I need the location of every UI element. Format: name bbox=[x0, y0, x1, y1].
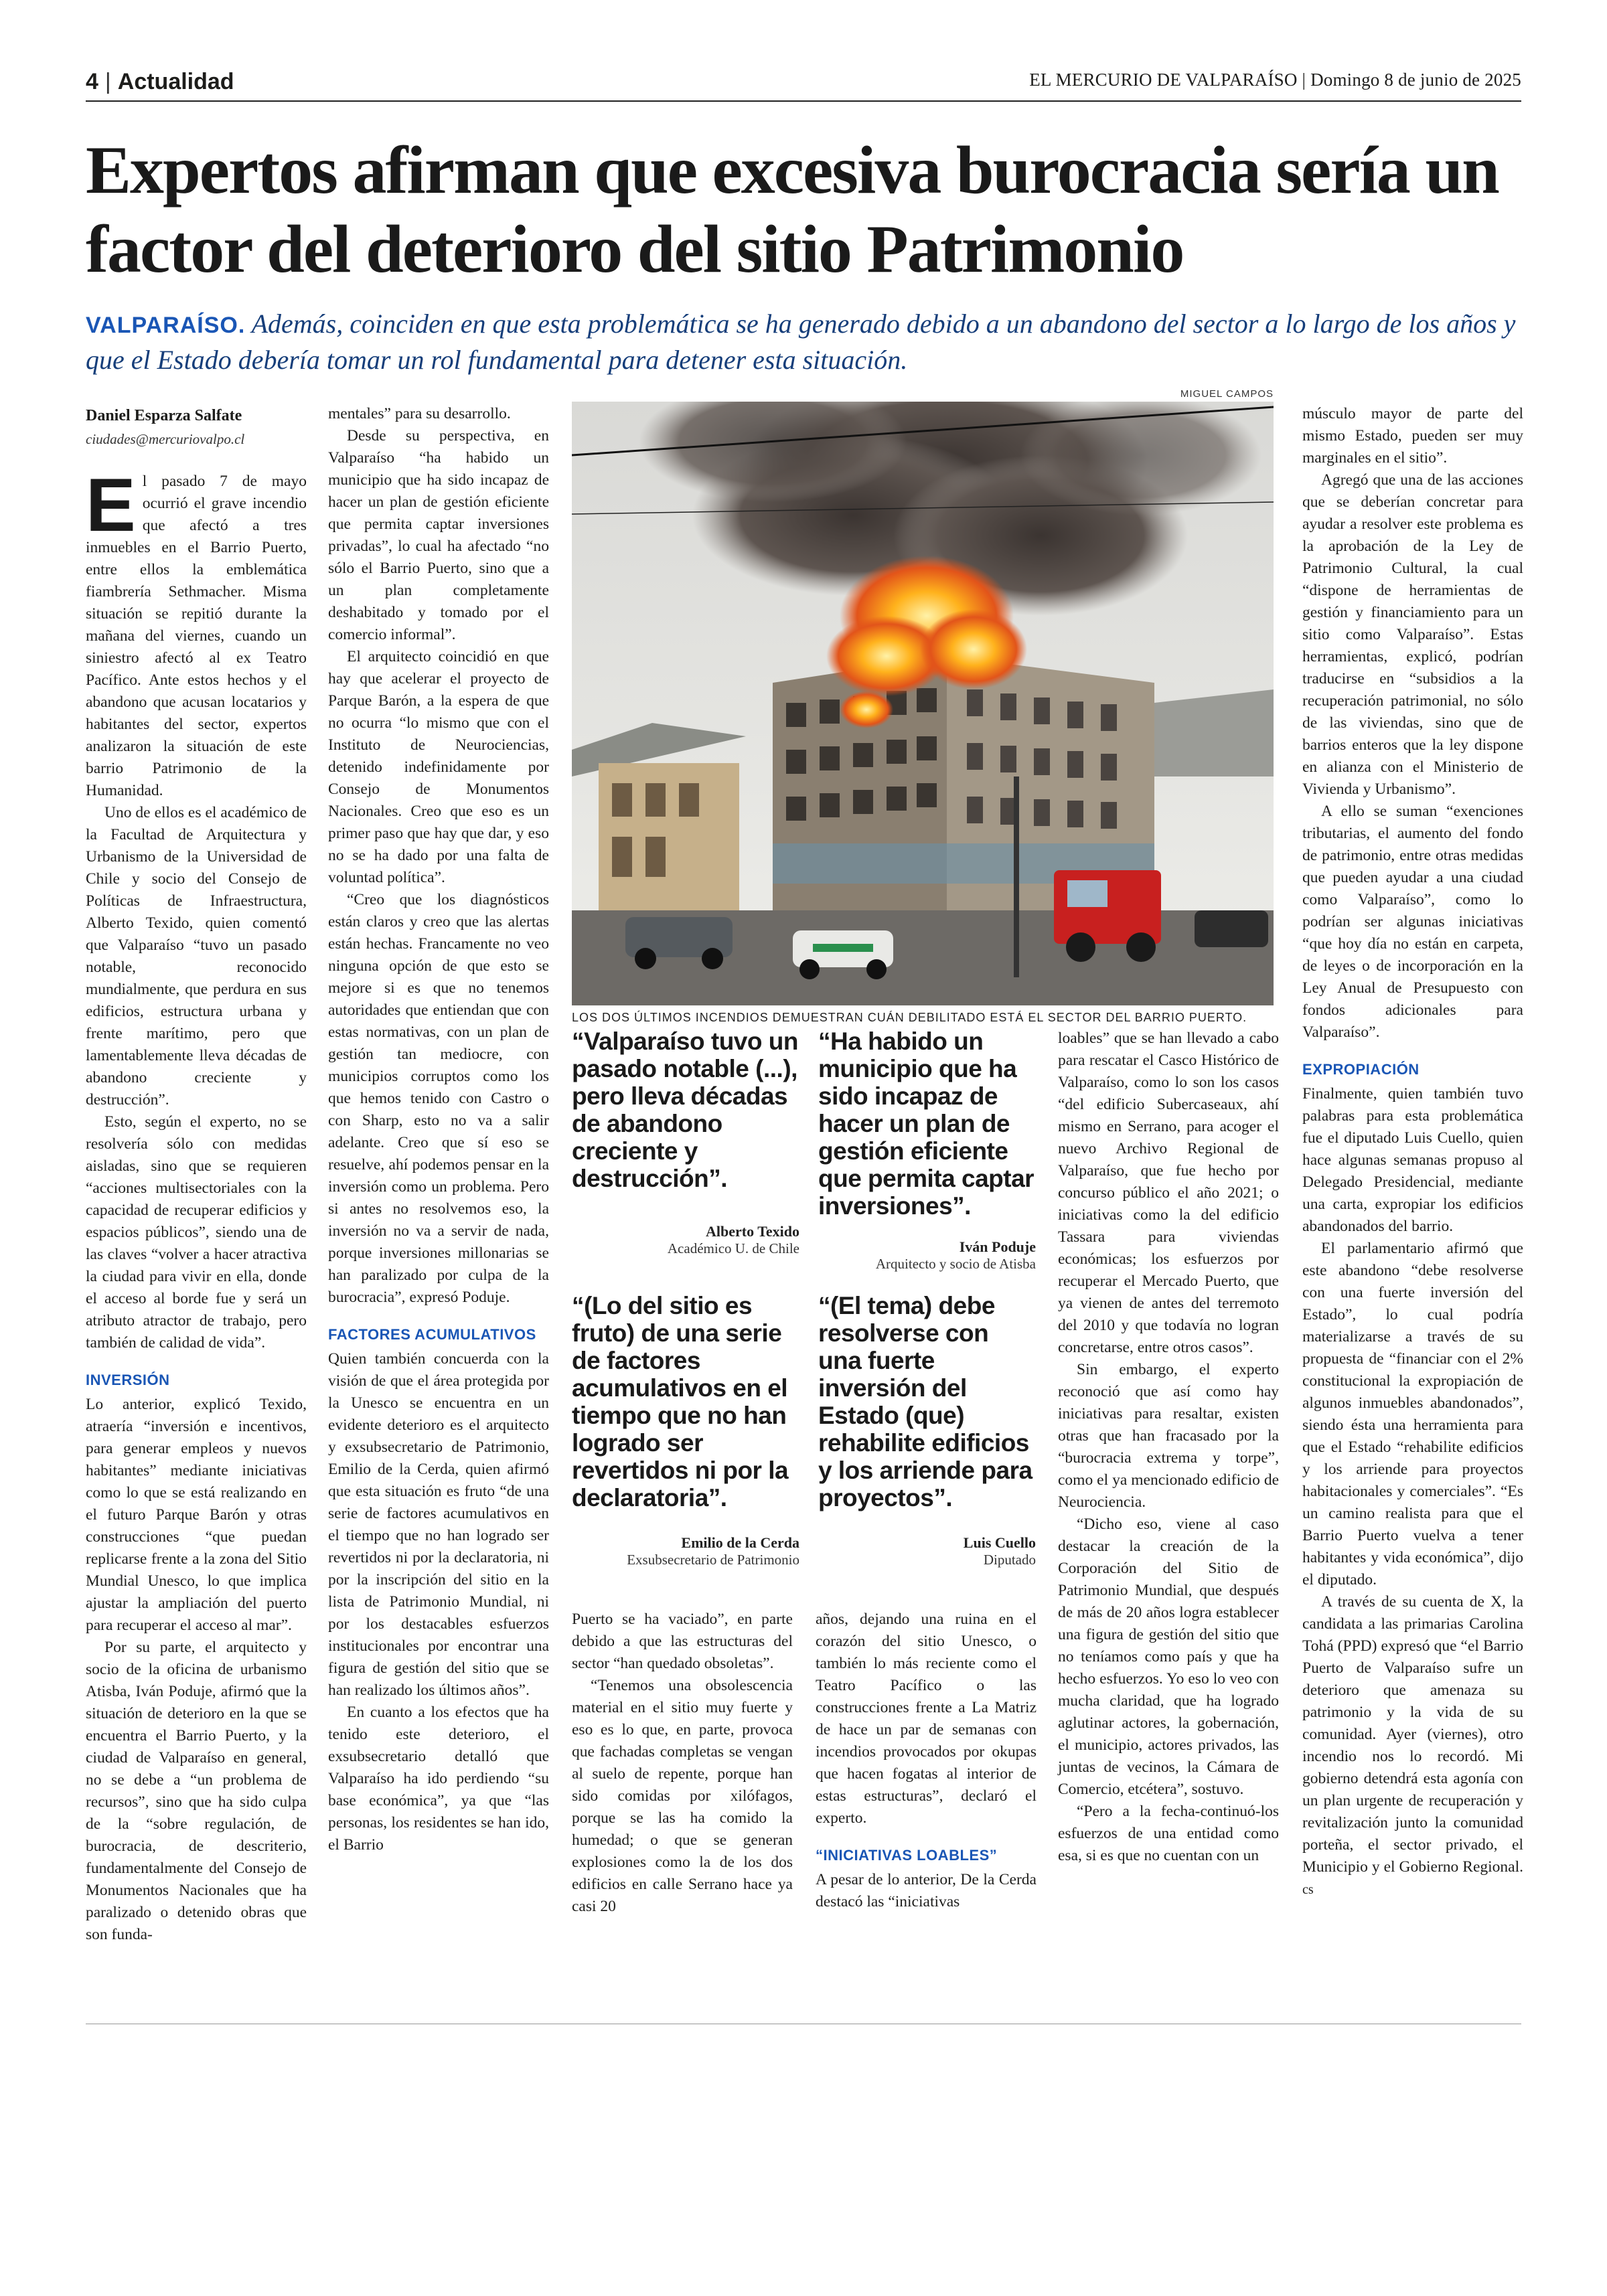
quote-role: Diputado bbox=[983, 1552, 1036, 1568]
quote-author: Alberto Texido bbox=[706, 1223, 799, 1240]
paragraph: músculo mayor de parte del mismo Estado, pueden ser muy marginales en el sitio”. bbox=[1302, 405, 1523, 467]
paragraph-text: A través de su cuenta de X, la candidata a las primarias Carolina Tohá (PPD) expresó que “el Barrio Puerto de Valparaíso sufre un deterioro que amenaza su patrimonio y la vida de su comunidad. Ayer (viernes), otro incendio nos lo recordó. Mi gobierno detendrá esta agonía con un plan urgente de recuperación y revitalización junto la comunidad porteña, el sector privado, el Municipio y el Gobierno Regional. bbox=[1302, 1593, 1523, 1876]
quote-author: Iván Poduje bbox=[959, 1238, 1036, 1255]
paragraph: mentales” para su desarrollo. bbox=[328, 405, 511, 422]
header-separator: | bbox=[104, 68, 111, 94]
paragraph: Finalmente, quien también tuvo palabras para esta problemática fue el diputado Luis Cuello, quien hace algunas semanas propuso al Delegado Presidencial, mediante una carta, expropiar los edificios abandonados del barrio. bbox=[1302, 1085, 1523, 1235]
publication-date: Domingo 8 de junio de 2025 bbox=[1310, 70, 1521, 90]
headline: Expertos afirman que excesiva burocracia sería un factor del deterioro del sitio Patrimonio bbox=[86, 133, 1499, 287]
paragraph: Por su parte, el arquitecto y socio de la oficina de urbanismo Atisba, Iván Poduje, afirmó que la situación de deterioro en la que se encuentra el Barrio Puerto, y la ciudad de Valparaíso en general, no se debe a “un problema de recursos”, sino que ha sido culpa de la “sobre regulación, de burocracia, de descriterio, fundamentalmente del Consejo de Monumentos Nacionales que ha paralizado o detenido obras que son funda- bbox=[86, 1639, 307, 1943]
column-6 bbox=[1302, 403, 1523, 1901]
page-header-right bbox=[1029, 70, 1521, 90]
quote-role: Arquitecto y socio de Atisba bbox=[875, 1256, 1036, 1272]
paragraph-text: l pasado 7 de mayo ocurrió el grave incendio que afectó a tres inmuebles en el Barrio Puerto, entre ellos la emblemática fiambrería Sethmacher. Misma situación se repitió durante la mañana del viernes, cuando un siniestro afectó al ex Teatro Pacífico. Ante estos hechos y el abandono que acusan locatarios y habitantes del sector, expertos analizaron la situación de este barrio Patrimonio de la Humanidad. bbox=[86, 473, 307, 799]
paragraph: “Pero a la fecha-continuó-los esfuerzos de una entidad como esa, si es que no cuentan con un bbox=[1058, 1803, 1279, 1864]
header-separator: | bbox=[1302, 70, 1311, 90]
photo-credit: MIGUEL CAMPOS bbox=[1180, 388, 1274, 400]
deck-text: Además, coinciden en que esta problemática se ha generado debido a un abandono del sector a lo largo de los años y que el Estado debería tomar un rol fundamental para detener esta situación. bbox=[86, 309, 1516, 375]
paragraph: Desde su perspectiva, en Valparaíso “ha habido un municipio que ha sido incapaz de hacer un plan de gestión eficiente que permita captar inversiones privadas”, lo cual ha afectado “no sólo el Barrio Puerto, sino que a un plan completamente deshabitado y tomado por el comercio informal”. bbox=[328, 427, 549, 643]
deck-location: VALPARAÍSO. bbox=[86, 313, 246, 338]
paragraph: Puerto se ha vaciado”, en parte debido a que las estructuras del sector “han quedado obsoletas”. bbox=[572, 1611, 793, 1672]
photo-caption: LOS DOS ÚLTIMOS INCENDIOS DEMUESTRAN CUÁN DEBILITADO ESTÁ EL SECTOR DEL BARRIO PUERTO. bbox=[572, 1011, 1247, 1024]
drop-cap: E bbox=[86, 463, 136, 547]
paragraph: loables” que se han llevado a cabo para rescatar el Casco Histórico de Valparaíso, como lo son los casos “del edificio Subercaseaux, ahí mismo en Serrano, para acoger el nuevo Archivo Regional de Valparaíso, que fue hecho por concurso público el año 2021; o iniciativas como la del edificio Tassara para viviendas económicas; los esfuerzos por recuperar el Mercado Puerto, que ya vienen de antes del terremoto del 2010 y que todavía no logran concretarse, entre otros casos”. bbox=[1058, 1030, 1279, 1356]
quote-text: “(Lo del sitio es fruto) de una serie de factores acumulativos en el tiempo que no han logrado ser revertidos ni por la declaratoria”. bbox=[572, 1292, 789, 1511]
column-2 bbox=[328, 403, 549, 1856]
column-4 bbox=[816, 1609, 1037, 1913]
byline-author: Daniel Esparza Salfate bbox=[86, 407, 242, 424]
column-5 bbox=[1058, 1028, 1279, 1867]
paragraph: A pesar de lo anterior, De la Cerda destacó las “iniciativas bbox=[816, 1871, 1037, 1910]
paragraph: Uno de ellos es el académico de la Facultad de Arquitectura y Urbanismo de la Universidad de Chile y socio del Consejo de Políticas de Infraestructura, Alberto Texido, quien comentó que Valparaíso “tuvo un pasado notable, reconocido mundialmente, que perdura en sus edificios, estructura urbana y frente marítimo, pero que lamentablemente lleva décadas de abandono creciente y destrucción”. bbox=[86, 804, 307, 1109]
section-name: Actualidad bbox=[117, 68, 234, 94]
paragraph: Sin embargo, el experto reconoció que así como hay iniciativas para resaltar, existen otras que han fracasado por la “burocracia extrema y torpe”, como el ya mencionado edificio de Neurociencia. bbox=[1058, 1361, 1279, 1511]
header-rule bbox=[86, 100, 1521, 102]
lead-paragraph bbox=[86, 463, 307, 802]
pull-quote-cerda bbox=[572, 1292, 799, 1568]
paragraph: Lo anterior, explicó Texido, atraería “inversión e incentivos, para generar empleos y nuevos habitantes” mediante iniciativas como lo que se está realizando en el futuro Parque Barón y otras construcciones “que puedan replicarse frente a la zona del Sitio Mundial Unesco, lo que implica ajustar la ampliación del puerto para recuperar el acceso al mar”. bbox=[86, 1396, 307, 1634]
paragraph: El arquitecto coincidió en que hay que acelerar el proyecto de Parque Barón, a la espera de que no ocurra “lo mismo que con el Instituto de Neurociencias, detenido indefinidamente por Consejo de Monumentos Nacionales. Creo que eso es un primer paso que hay que dar, y eso no se ha dado por una falta de voluntad política”. bbox=[328, 648, 549, 886]
quote-author: Luis Cuello bbox=[963, 1534, 1036, 1551]
fire-photo bbox=[572, 402, 1274, 1005]
paragraph: “Dicho eso, viene al caso destacar la creación de la Corporación del Sitio de Patrimonio Mundial, que después de más de 20 años logra establecer una figura de gestión del sitio que no teníamos como país y que ha hecho esfuerzos. Yo eso lo veo con mucha claridad, que ha logrado aglutinar actores, la gobernación, el municipio, actores privados, las juntas de vecinos, la Cámara de Comercio, etcétera”, sostuvo. bbox=[1058, 1515, 1279, 1798]
paragraph: años, dejando una ruina en el corazón del sitio Unesco, o también lo más reciente como el Teatro Pacífico o las construcciones frente a La Matriz de hace un par de semanas con incendios provocados por okupas que hacen fogatas al interior de estas estructuras”, declaró el experto. bbox=[816, 1611, 1037, 1827]
subhead-inversion: INVERSIÓN bbox=[86, 1372, 170, 1388]
end-mark: cs bbox=[1302, 1882, 1314, 1897]
byline-email: ciudades@mercuriovalpo.cl bbox=[86, 431, 245, 447]
paragraph: A ello se suman “exenciones tributarias, el aumento del fondo de patrimonio, entre otras medidas que pueden ayudar a una ciudad como Valparaíso”, como lo podrían ser algunas iniciativas “que hoy día no están en carpeta, de leyes o de incorporación en la Ley Anual de Presupuesto con fondos adicionales para Valparaíso”. bbox=[1302, 803, 1523, 1041]
paragraph bbox=[1302, 1591, 1523, 1901]
quote-author: Emilio de la Cerda bbox=[681, 1534, 799, 1551]
column-1 bbox=[86, 405, 307, 1946]
paragraph: El parlamentario afirmó que este abandono “debe resolverse con una fuerte inversión del Estado”, lo cual podría materializarse a través de su propuesta de “financiar con el 2% constitucional la expropiación de algunos inmuebles abandonados”, siendo ésta una herramienta para que el Estado “rehabilite edificios y los arriende para proyectos habitacionales y comerciales”. “Es un camino realista para que el Barrio Puerto vuelva a tener habitantes y vida económica”, dijo el diputado. bbox=[1302, 1240, 1523, 1588]
paragraph: “Tenemos una obsolescencia material en el sitio muy fuerte y eso es lo que, en parte, provoca que fachadas completas se vengan al suelo de repente, porque han sido comidas por xilófagos, porque se las ha comido la humedad; o que se generan explosiones como la de los dos edificios en calle Serrano hace ya casi 20 bbox=[572, 1677, 793, 1915]
newspaper-name: EL MERCURIO DE VALPARAÍSO bbox=[1029, 70, 1298, 90]
quote-text: “Valparaíso tuvo un pasado notable (...), pero lleva décadas de abandono creciente y destrucción”. bbox=[572, 1028, 798, 1192]
paragraph: Quien también concuerda con la visión de que el área protegida por la Unesco se encuentra en un evidente deterioro es el arquitecto y exsubsecretario de Patrimonio, Emilio de la Cerda, quien afirmó que esta situación es fruto “de una serie de factores acumulativos en el tiempo que no han logrado ser revertidos ni por la declaratoria, ni por la inscripción del sitio en la lista de Patrimonio Mundial, ni por los destacables esfuerzos institucionales por encontrar una figura de gestión del sitio que se han realizado los últimos años”. bbox=[328, 1350, 549, 1699]
subhead-iniciativas: “INICIATIVAS LOABLES” bbox=[816, 1847, 998, 1864]
quote-text: “(El tema) debe resolverse con una fuerte inversión del Estado (que) rehabilite edificios y los arriende para proyectos”. bbox=[818, 1292, 1032, 1511]
page-header-left bbox=[86, 67, 234, 96]
subhead-expropiacion: EXPROPIACIÓN bbox=[1302, 1061, 1420, 1078]
quote-text: “Ha habido un municipio que ha sido incapaz de hacer un plan de gestión eficiente que permita captar inversiones”. bbox=[818, 1028, 1035, 1220]
deck bbox=[86, 307, 1525, 378]
paragraph: “Creo que los diagnósticos están claros y creo que las alertas están hechas. Francamente no veo ninguna opción de que esto se mejore si es que no tenemos autoridades que entiendan que con estas normativas, con un plan de gestión tan mediocre, con municipios corruptos como los que hemos tenido con Castro o con Sharp, esto no va a salir adelante. Creo que sí eso se resuelve, ahí podemos pensar en la inversión como un problema. Pero si antes no resolvemos eso, la inversión no va a servir de nada, porque inversiones millonarias se han paralizado por culpa de la burocracia”, expresó Poduje. bbox=[328, 891, 549, 1306]
page-number: 4 bbox=[86, 68, 98, 94]
pull-quote-cuello bbox=[818, 1292, 1036, 1568]
paragraph: Agregó que una de las acciones que se deberían concretar para ayudar a resolver este problema es la aprobación de la Ley de Patrimonio Cultural, la cual “dispone de herramientas de gestión y financiamiento para un sitio como Valparaíso”. Estas herramientas, explicó, podrían traducirse en “subsidios a la recuperación patrimonial, no sólo de las viviendas, sino que de barrios enteros que la ley dispone en alianza con el Ministerio de Vivienda y Urbanismo”. bbox=[1302, 471, 1523, 798]
paragraph: En cuanto a los efectos que ha tenido este deterioro, el exsubsecretario detalló que Valparaíso ha ido perdiendo “su base económica”, ya que “las personas, los residentes se han ido, el Barrio bbox=[328, 1704, 549, 1854]
pull-quote-texido bbox=[572, 1028, 799, 1257]
pull-quote-poduje bbox=[818, 1028, 1036, 1273]
subhead-factores: FACTORES ACUMULATIVOS bbox=[328, 1326, 536, 1343]
fire-building-illustration bbox=[572, 402, 1274, 1005]
quote-role: Académico U. de Chile bbox=[667, 1240, 799, 1256]
column-3 bbox=[572, 1609, 793, 1918]
paragraph: Esto, según el experto, no se resolvería sólo con medidas aisladas, sino que se requieren “acciones multisectoriales con la capacidad de recuperar edificios y espacios públicos”, siendo una de las claves “volver a hacer atractiva la ciudad para vivir en ella, donde el acceso al borde fue y será un atributo atractor de trabajo, pero también de calidad de vida”. bbox=[86, 1113, 307, 1351]
quote-role: Exsubsecretario de Patrimonio bbox=[627, 1552, 799, 1568]
